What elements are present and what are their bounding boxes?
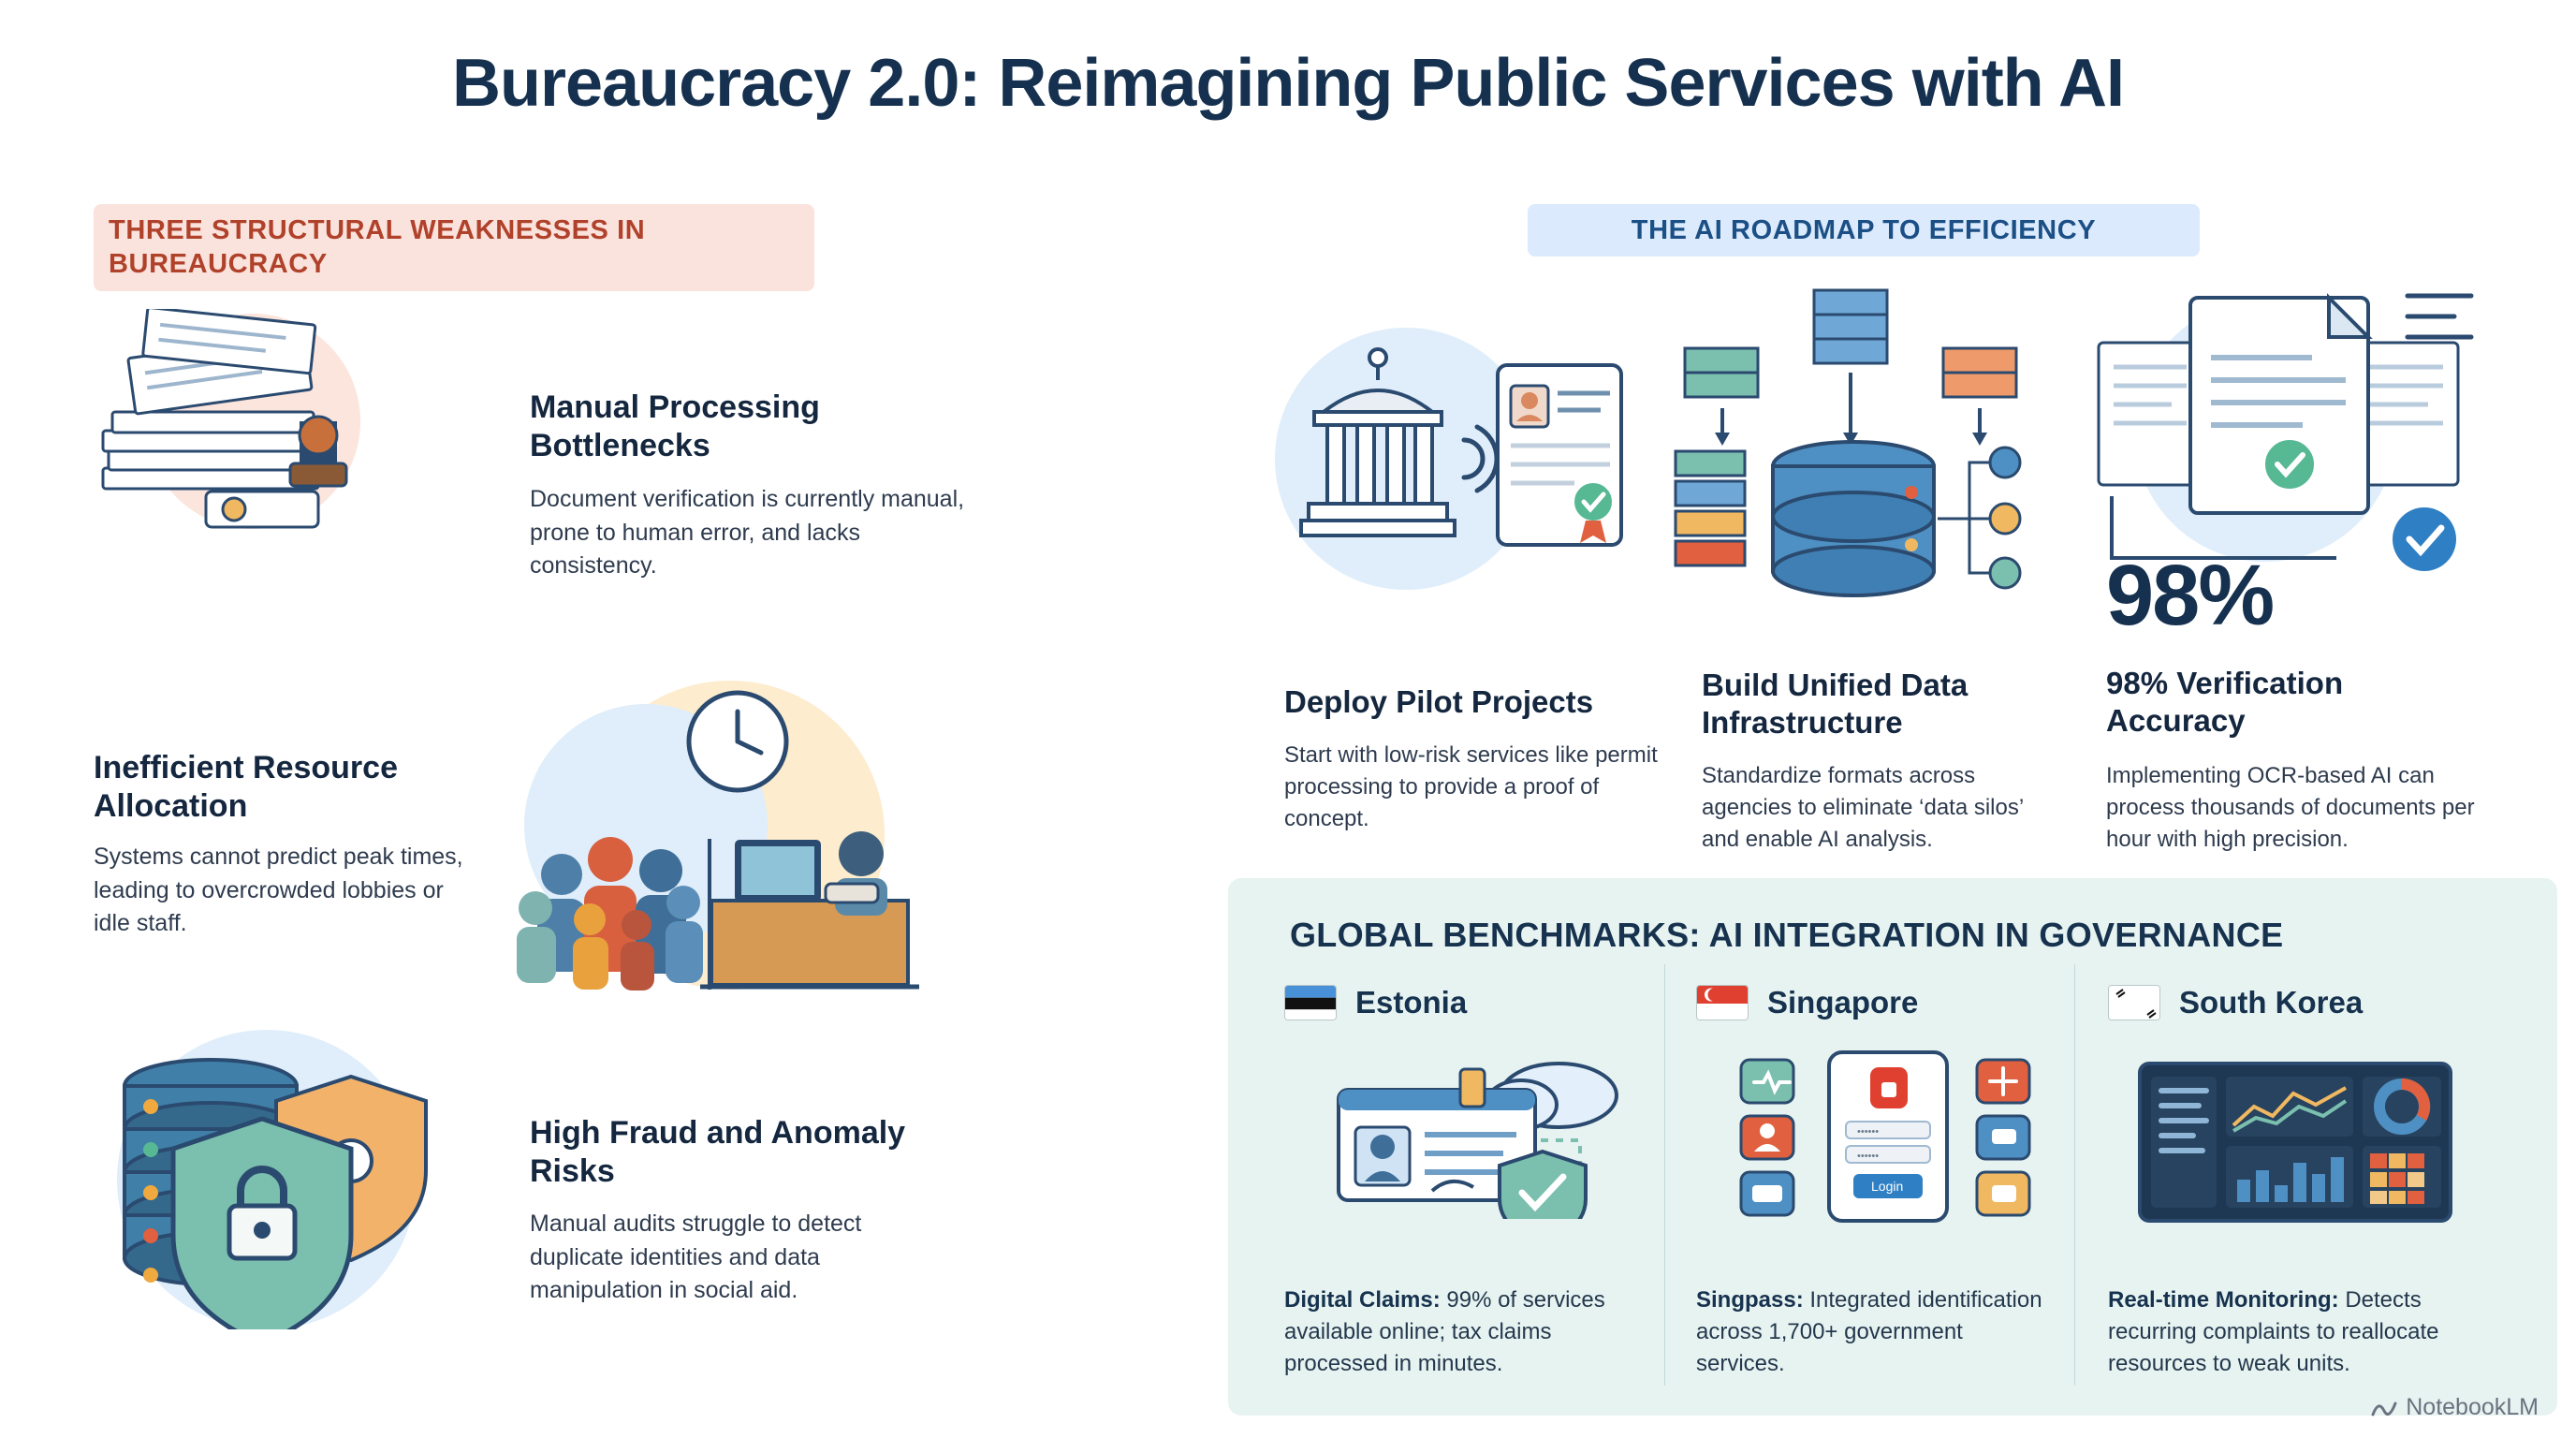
verification-accuracy-stat: 98% [2106, 548, 2274, 643]
benchmark-label-singapore: Singpass: [1696, 1287, 1804, 1313]
benchmark-country-southkorea: South Korea [2179, 985, 2364, 1020]
benchmark-body-singapore: Integrated identification across 1,700+ government services. [1696, 1287, 2042, 1377]
estonia-flag-icon [1284, 985, 1337, 1020]
right-section-badge: THE AI ROADMAP TO EFFICIENCY [1528, 204, 2200, 257]
south-korea-flag-icon [2108, 985, 2160, 1020]
roadmap-3-body: Implementing OCR-based AI can process thousands of documents per hour with high precision. [2106, 763, 2475, 853]
benchmark-divider-1 [1664, 964, 1665, 1386]
roadmap-1-body: Start with low-risk services like permit processing to provide a proof of concept. [1284, 742, 1658, 832]
weakness-3-title: High Fraud and Anomaly Risks [530, 1115, 906, 1190]
left-section-badge: THREE STRUCTURAL WEAKNESSES IN BUREAUCRACY [94, 204, 814, 291]
database-shield-lock-icon [70, 1020, 501, 1329]
benchmark-label-southkorea: Real-time Monitoring: [2108, 1287, 2339, 1313]
benchmark-divider-2 [2074, 964, 2075, 1386]
roadmap-3-title: 98% Verification Accuracy [2106, 666, 2344, 738]
benchmark-text-singapore [1696, 1284, 2052, 1380]
notebooklm-watermark [2370, 1394, 2539, 1421]
mobile-login-services-icon [1732, 1050, 2050, 1224]
paper-stack-stamp-icon [66, 309, 496, 543]
singapore-flag-icon [1696, 985, 1749, 1020]
benchmark-country-estonia: Estonia [1355, 985, 1468, 1020]
roadmap-2-body: Standardize formats across agencies to eliminate ‘data silos’ and enable AI analysis. [1702, 763, 2024, 853]
singpass-login-label: Login [1871, 1179, 1904, 1194]
weakness-2-title: Inefficient Resource Allocation [94, 750, 398, 825]
crowded-office-clock-icon [496, 667, 945, 1041]
benchmark-text-southkorea [2108, 1284, 2482, 1380]
government-building-permit-icon [1266, 300, 1640, 637]
benchmark-text-estonia [1284, 1284, 1649, 1380]
svg-text:••••••: •••••• [1857, 1151, 1880, 1162]
svg-text:••••••: •••••• [1857, 1126, 1880, 1137]
benchmark-body-estonia: 99% of services available online; tax claims processed in minutes. [1284, 1287, 1605, 1377]
weakness-1-body: Document verification is currently manual, prone to human error, and lacks consistency. [530, 486, 965, 579]
benchmark-label-estonia: Digital Claims: [1284, 1287, 1441, 1313]
notebooklm-label: NotebookLM [2406, 1394, 2539, 1420]
benchmark-country-singapore: Singapore [1767, 985, 1919, 1020]
roadmap-1-title: Deploy Pilot Projects [1284, 684, 1594, 719]
roadmap-2-title: Build Unified Data Infrastructure [1702, 668, 1969, 740]
notebooklm-icon [2370, 1396, 2398, 1420]
benchmark-body-southkorea: Detects recurring complaints to reallocate resources to weak units. [2108, 1287, 2439, 1377]
weakness-2-body: Systems cannot predict peak times, leading to overcrowded lobbies or idle staff. [94, 844, 463, 936]
digital-id-cloud-icon [1320, 1050, 1647, 1219]
weakness-3-body: Manual audits struggle to detect duplicate identities and data manipulation in social aid. [530, 1211, 862, 1303]
analytics-dashboard-icon [2136, 1060, 2454, 1228]
data-warehouse-icon [1657, 271, 2059, 646]
page-title: Bureaucracy 2.0: Reimagining Public Services with AI [452, 46, 2124, 121]
weakness-1-title: Manual Processing Bottlenecks [530, 389, 820, 464]
benchmarks-heading: GLOBAL BENCHMARKS: AI INTEGRATION IN GOVERNANCE [1290, 916, 2284, 954]
